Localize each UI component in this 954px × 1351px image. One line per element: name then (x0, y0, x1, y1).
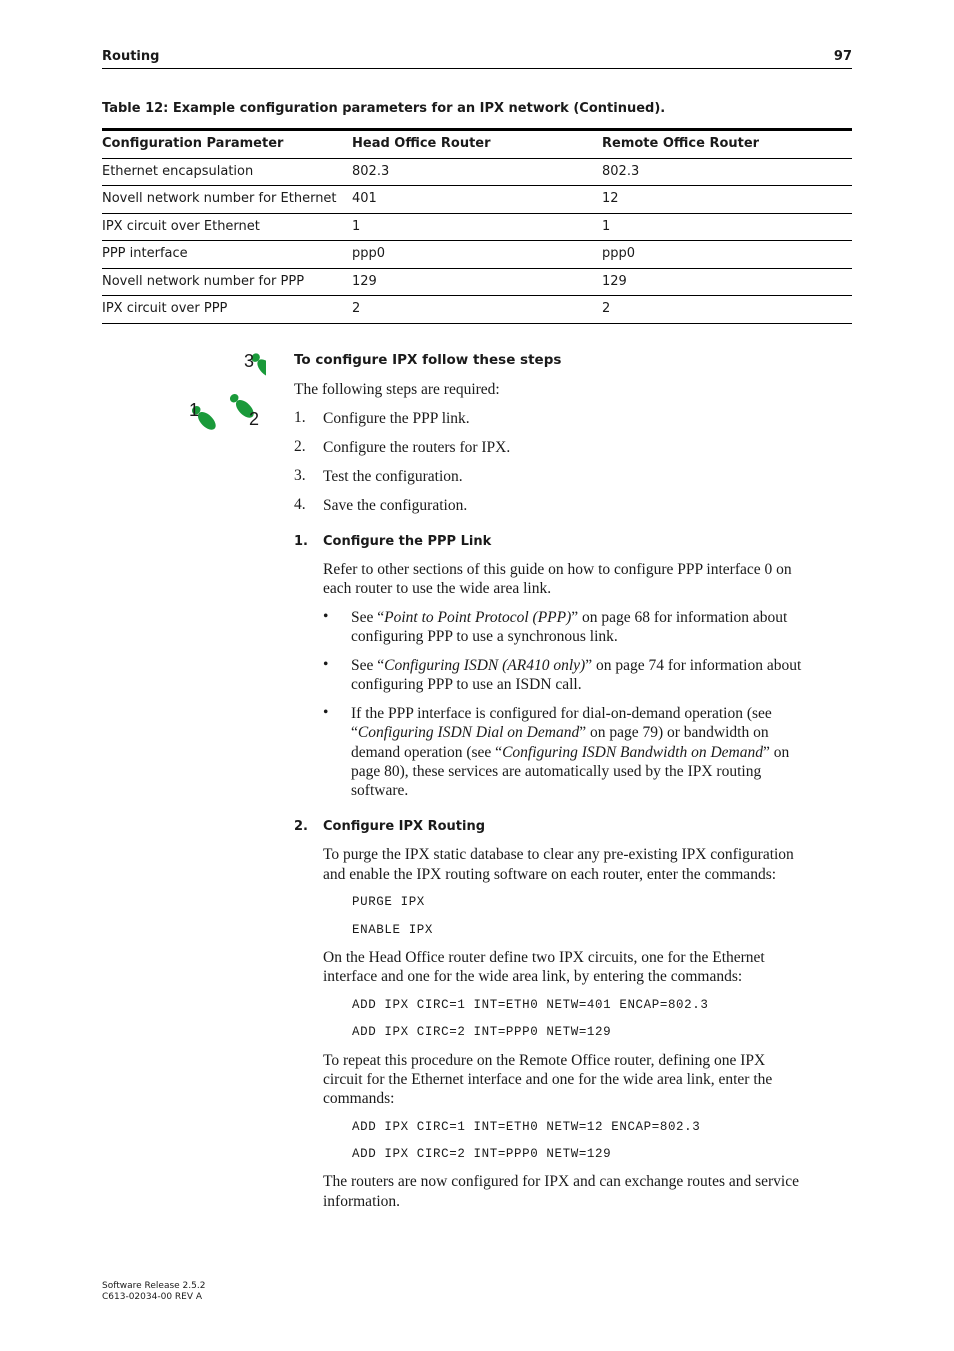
table-cell: 129 (602, 273, 627, 289)
command-line: ADD IPX CIRC=1 INT=ETH0 NETW=401 ENCAP=802.3 (352, 998, 709, 1012)
table-cell: IPX circuit over PPP (102, 301, 228, 316)
table-cell: 1 (352, 218, 361, 234)
procedure-intro: The following steps are required: (294, 381, 500, 398)
table-cell: 129 (352, 273, 377, 289)
table-row (102, 296, 852, 323)
table-cell: 802.3 (352, 163, 390, 179)
step-text: Save the configuration. (323, 497, 468, 514)
table-caption: Table 12: Example configuration parameters for an IPX network (Continued). (102, 101, 666, 116)
bullet-line: page 80), these services are automatically used by the IPX routing (351, 763, 762, 780)
table-cell: ppp0 (602, 246, 636, 261)
section-title: Routing (102, 49, 160, 64)
paragraph-line: The routers are now configured for IPX and can exchange routes and service (323, 1173, 799, 1190)
step-number: 2. (294, 438, 306, 455)
procedure-title: To configure IPX follow these steps (294, 352, 562, 368)
table-cell: ppp0 (352, 246, 386, 261)
column-header: Configuration Parameter (102, 136, 284, 151)
bullet-line: software. (351, 782, 409, 799)
command-line: ADD IPX CIRC=2 INT=PPP0 NETW=129 (352, 1025, 612, 1039)
bullet-line: See “Point to Point Protocol (PPP)” on page 68 for information about (351, 609, 788, 626)
table-cell: 802.3 (602, 163, 640, 179)
paragraph-line: and enable the IPX routing software on each router, enter the commands: (323, 866, 777, 883)
section-heading: Configure IPX Routing (323, 819, 486, 834)
step-label: 2 (249, 409, 260, 429)
config-table (102, 128, 852, 324)
table-row (102, 186, 852, 214)
footer-release: Software Release 2.5.2 (102, 1281, 206, 1291)
table-cell: 12 (602, 191, 619, 206)
bullet-marker: • (323, 608, 329, 625)
table-cell: Novell network number for PPP (102, 273, 305, 289)
footsteps-icon (186, 350, 266, 432)
page-footer (102, 1281, 205, 1303)
step-text: Configure the PPP link. (323, 410, 470, 427)
command-line: PURGE IPX (352, 895, 425, 909)
section-number: 1. (294, 534, 308, 549)
bullet-line: If the PPP interface is configured for dial-on-demand operation (see (351, 705, 772, 722)
bullet-marker: • (323, 656, 329, 673)
bullet-line: demand operation (see “Configuring ISDN Bandwidth on Demand” on (351, 744, 790, 761)
table-row (102, 214, 852, 242)
table-cell: 401 (352, 191, 377, 206)
command-line: ADD IPX CIRC=2 INT=PPP0 NETW=129 (352, 1147, 612, 1161)
table-cell: Novell network number for Ethernet (102, 191, 337, 206)
table-cell: Ethernet encapsulation (102, 163, 254, 179)
table-cell: PPP interface (102, 246, 188, 261)
paragraph-line: On the Head Office router define two IPX circuits, one for the Ethernet (323, 949, 765, 966)
table-cell: IPX circuit over Ethernet (102, 218, 260, 234)
table-header-row (102, 131, 852, 159)
column-header: Head Office Router (352, 136, 491, 151)
column-header: Remote Office Router (602, 136, 760, 151)
bullet-line: configuring PPP to use an ISDN call. (351, 676, 582, 693)
paragraph-line: information. (323, 1193, 401, 1210)
footer-doc-id: C613-02034-00 REV A (102, 1292, 203, 1302)
page-header (102, 48, 852, 69)
step-number: 1. (294, 409, 306, 426)
paragraph-line: interface and one for the wide area link, by entering the commands: (323, 968, 743, 985)
table-cell: 1 (602, 218, 611, 234)
command-line: ENABLE IPX (352, 923, 434, 937)
step-number: 4. (294, 496, 306, 513)
table-row (102, 159, 852, 187)
bullet-line: See “Configuring ISDN (AR410 only)” on page 74 for information about (351, 657, 802, 674)
paragraph-line: Refer to other sections of this guide on how to configure PPP interface 0 on (323, 561, 792, 578)
paragraph-line: each router to use the wide area link. (323, 580, 552, 597)
bullet-marker: • (323, 704, 329, 721)
table-row (102, 269, 852, 297)
step-label: 1 (189, 400, 200, 420)
bullet-line: configuring PPP to use a synchronous link. (351, 628, 618, 645)
paragraph-line: commands: (323, 1090, 395, 1107)
section-number: 2. (294, 819, 308, 834)
step-label: 3 (244, 351, 255, 371)
paragraph-line: To repeat this procedure on the Remote Office router, defining one IPX (323, 1052, 766, 1069)
command-line: ADD IPX CIRC=1 INT=ETH0 NETW=12 ENCAP=802.3 (352, 1120, 701, 1134)
table-row (102, 241, 852, 269)
table-cell: 2 (602, 301, 611, 316)
page-number: 97 (833, 49, 852, 64)
bullet-line: “Configuring ISDN Dial on Demand” on page 79) or bandwidth on (351, 724, 769, 741)
step-number: 3. (294, 467, 306, 484)
paragraph-line: circuit for the Ethernet interface and one for the wide area link, enter the (323, 1071, 773, 1088)
paragraph-line: To purge the IPX static database to clear any pre-existing IPX configuration (323, 846, 794, 863)
step-text: Configure the routers for IPX. (323, 439, 511, 456)
step-text: Test the configuration. (323, 468, 463, 485)
section-heading: Configure the PPP Link (323, 534, 492, 549)
table-cell: 2 (352, 301, 361, 316)
